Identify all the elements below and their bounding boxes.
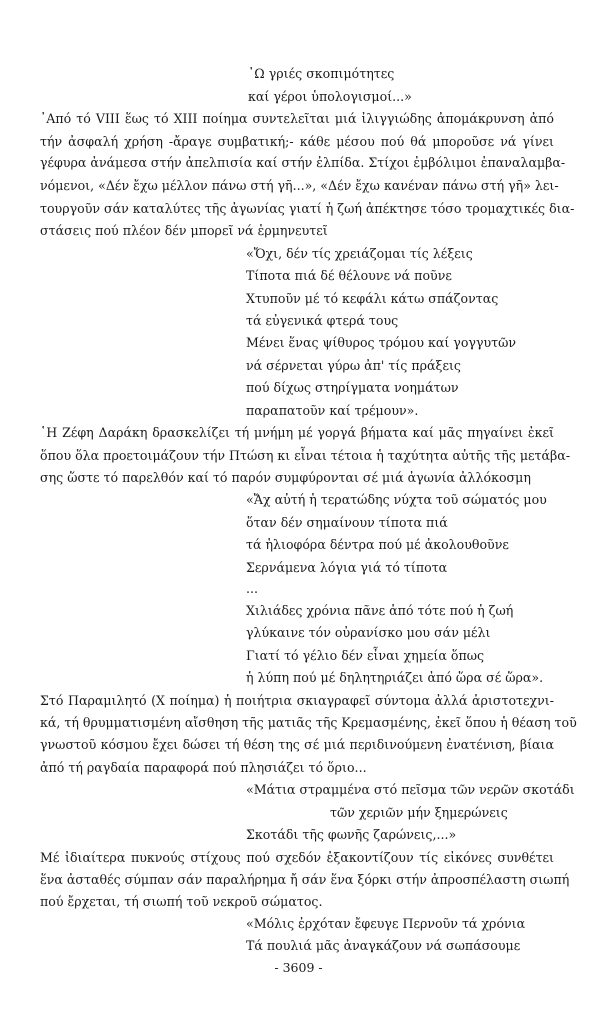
verse-line: Γιατί τό γέλιο δέν εἶναι χημεία ὅπως bbox=[246, 647, 485, 663]
verse-line: Σκοτάδι τῆς φωνῆς ζαρώνεις,...» bbox=[246, 827, 457, 843]
verse-line: Τίποτα πιά δέ θέλουνε νά ποῦνε bbox=[246, 268, 452, 284]
page-number: - 3609 - bbox=[274, 960, 323, 975]
verse-line: πού δίχως στηρίγματα νοημάτων bbox=[246, 380, 459, 396]
body-line: στάσεις πού πλέον δέν μπορεῖ νά ἑρμηνευτεῖ bbox=[40, 223, 328, 239]
body-line: κά, τή θρυμματισμένη αἴσθηση τῆς ματιᾶς τῆς Κρεμασμένης, ἐκεῖ ὅπου ἡ θέαση τοῦ bbox=[40, 715, 577, 731]
verse-line: «Μάτια στραμμένα στό πεῖσμα τῶν νερῶν σκοτάδι bbox=[246, 782, 575, 798]
verse-line: Μένει ἕνας ψίθυρος τρόμου καί γογγυτῶν bbox=[246, 335, 517, 351]
body-line: Μέ ἰδιαίτερα πυκνούς στίχους πού σχεδόν ἐξακοντίζουν τίς εἰκόνες συνθέτει bbox=[40, 849, 554, 865]
verse-line: Χτυποῦν μέ τό κεφάλι κάτω σπάζοντας bbox=[246, 290, 499, 306]
verse-line: Σερνάμενα λόγια γιά τό τίποτα bbox=[246, 560, 448, 575]
verse-line: Τά πουλιά μᾶς ἀναγκάζουν νά σωπάσουμε bbox=[246, 938, 521, 954]
quote-line: ᾿Ω γριές σκοπιμότητες bbox=[248, 66, 395, 81]
verse-line: νά σέρνεται γύρω ἀπ' τίς πράξεις bbox=[246, 357, 461, 373]
body-line: ῾Η Ζέφη Δαράκη δρασκελίζει τή μνήμη μέ γοργά βήματα καί μᾶς πηγαίνει ἐκεῖ bbox=[40, 425, 554, 441]
body-line: Στό Παραμιλητό (X ποίημα) ἡ ποιήτρια σκιαγραφεῖ σύντομα ἀλλά ἀριστοτεχνι- bbox=[40, 692, 554, 708]
verse-line: γλύκαινε τόν οὐρανίσκο μου σάν μέλι bbox=[246, 625, 491, 640]
body-line: ὅπου ὅλα προετοιμάζουν τήν Πτώση κι εἶναι τέτοια ἡ ταχύτητα αὐτῆς τῆς μετάβα- bbox=[40, 448, 571, 463]
body-line: γέφυρα ἀνάμεσα στήν ἀπελπισία καί στήν ἐλπίδα. Στίχοι ἐμβόλιμοι ἐπαναλαμβα- bbox=[40, 155, 566, 171]
verse-line: παραπατοῦν καί τρέμουν». bbox=[246, 402, 419, 418]
verse-line: «Ἄχ αὐτή ἡ τερατώδης νύχτα τοῦ σώματός μου bbox=[246, 492, 547, 508]
body-line: νόμενοι, «Δέν ἔχω μέλλον πάνω στή γῆ...», «Δέν ἔχω κανέναν πάνω στή γῆ» λει- bbox=[40, 178, 559, 193]
verse-line: «Μόλις ἐρχόταν ἔφευγε Περνοῦν τά χρόνια bbox=[246, 915, 526, 931]
verse-line: τῶν χεριῶν μήν ξημερώνεις bbox=[330, 804, 508, 820]
body-line: σης ὥστε τό παρελθόν καί τό παρόν συμφύρονται σέ μιά ἀγωνία ἀλλόκοσμη bbox=[40, 469, 531, 485]
verse-line: ἡ λύπη πού μέ δηλητηριάζει ἀπό ὥρα σέ ὥρα». bbox=[246, 670, 544, 686]
body-line: γνωστοῦ κόσμου ἔχει δώσει τή θέση της σέ μιά περιδινούμενη ἐνατένιση, βίαια bbox=[40, 737, 554, 752]
body-line: ᾿Από τό VIII ἕως τό XIII ποίημα συντελεῖται μιά ἰλιγγιώδης ἀπομάκρυνση ἀπό bbox=[40, 111, 554, 127]
verse-line: «Ὄχι, δέν τίς χρειάζομαι τίς λέξεις bbox=[246, 245, 473, 261]
quote-line: καί γέροι ὑπολογισμοί...» bbox=[248, 88, 412, 104]
body-line: τήν ἀσφαλή χρήση -ἄραγε συμβατική;- κάθε μέσου πού θά μποροῦσε νά γίνει bbox=[40, 133, 554, 149]
verse-line: Χιλιάδες χρόνια πᾶνε ἀπό τότε πού ἡ ζωή bbox=[246, 602, 514, 618]
body-line: ἕνα ἀσταθές σύμπαν σάν παραλήρημα ἤ σάν ἕνα ξόρκι στήν ἀπροσπέλαστη σιωπή bbox=[40, 871, 570, 887]
verse-line: τά εὐγενικά φτερά τους bbox=[246, 312, 399, 328]
verse-ellipsis: ... bbox=[246, 580, 259, 596]
body-line: πού ἔρχεται, τή σιωπή τοῦ νεκροῦ σώματος. bbox=[40, 894, 323, 910]
body-line: τουργοῦν σάν καταλύτες τῆς ἀγωνίας γιατί ἡ ζωή ἀπέκτησε τόσο τρομαχτικές δια- bbox=[40, 200, 575, 216]
body-line: ἀπό τή ραγδαία παραφορά πού πλησιάζει τό ὅριο... bbox=[40, 759, 367, 775]
verse-line: ὅταν δέν σημαίνουν τίποτα πιά bbox=[246, 514, 448, 530]
verse-line: τά ἡλιοφόρα δέντρα πού μέ ἀκολουθοῦνε bbox=[246, 537, 509, 553]
